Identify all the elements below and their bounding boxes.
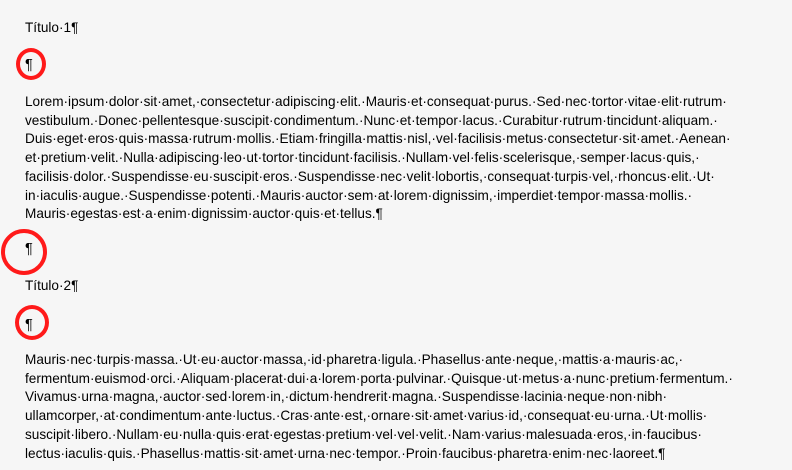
paragraph-line: Mauris·nec·turpis·massa.·Ut·eu·auctor·massa,·id·pharetra·ligula.·Phasellus·ante·neque,·mattis·a·mauris·ac,· <box>25 352 683 367</box>
paragraph-line: Mauris·egestas·est·a·enim·dignissim·auctor·quis·et·tellus.¶ <box>25 206 383 222</box>
paragraph-line: facilisis·dolor.·Suspendisse·eu·suscipit·eros.·Suspendisse·nec·velit·lobortis,·consequat·turpis·vel,·rhoncus·elit.·Ut· <box>25 168 715 184</box>
body-paragraph-2[interactable] <box>25 351 777 463</box>
red-circle-annotation-1 <box>16 48 46 80</box>
paragraph-line: et·pretium·velit.·Nulla·adipiscing·leo·ut·tortor·tincidunt·facilisis.·Nullam·vel·felis·scelerisque,·semper·lacus·quis,· <box>25 150 700 166</box>
heading-1[interactable]: Título·1¶ <box>25 20 79 35</box>
red-circle-annotation-3 <box>15 305 49 340</box>
empty-paragraph-mark-1[interactable]: ¶ <box>25 57 33 73</box>
empty-paragraph-mark-2[interactable]: ¶ <box>25 241 33 257</box>
empty-paragraph-mark-3[interactable]: ¶ <box>25 317 33 333</box>
paragraph-line: ullamcorper,·at·condimentum·ante·luctus.·Cras·ante·est,·ornare·sit·amet·varius·id,·consequat·eu·urna.·Ut·mollis· <box>25 408 708 424</box>
red-circle-annotation-2 <box>1 229 47 275</box>
paragraph-line: in·iaculis·augue.·Suspendisse·potenti.·Mauris·auctor·sem·at·lorem·dignissim,·imperdiet·tempor·massa·mollis.· <box>25 187 693 203</box>
paragraph-line: vestibulum.·Donec·pellentesque·suscipit·condimentum.·Nunc·et·tempor·lacus.·Curabitur·rutrum·tincidunt·aliquam.· <box>25 112 718 128</box>
paragraph-line: suscipit·libero.·Nullam·eu·nulla·quis·erat·egestas·pretium·vel·vel·velit.·Nam·varius·malesuada·eros,·in·faucibus· <box>25 426 702 442</box>
body-paragraph-1[interactable] <box>25 93 777 224</box>
paragraph-line: fermentum·euismod·orci.·Aliquam·placerat·dui·a·lorem·porta·pulvinar.·Quisque·ut·metus·a·nunc·pretium·fermentum.· <box>25 370 733 386</box>
paragraph-line: Lorem·ipsum·dolor·sit·amet,·consectetur·adipiscing·elit.·Mauris·et·consequat·purus.·Sed·nec·tortor·vitae·elit·rutrum· <box>25 94 727 109</box>
paragraph-line: Duis·eget·eros·quis·massa·rutrum·mollis.·Etiam·fringilla·mattis·nisl,·vel·facilisis·metus·consectetur·sit·amet.·Aenean· <box>25 131 731 147</box>
paragraph-line: Vivamus·urna·magna,·auctor·sed·lorem·in,·dictum·hendrerit·magna.·Suspendisse·lacinia·neque·non·nibh· <box>25 389 667 405</box>
paragraph-line: lectus·iaculis·quis.·Phasellus·mattis·sit·amet·urna·nec·tempor.·Proin·faucibus·pharetra·enim·nec·laoreet.¶ <box>25 445 666 461</box>
heading-2[interactable]: Título·2¶ <box>25 278 79 293</box>
